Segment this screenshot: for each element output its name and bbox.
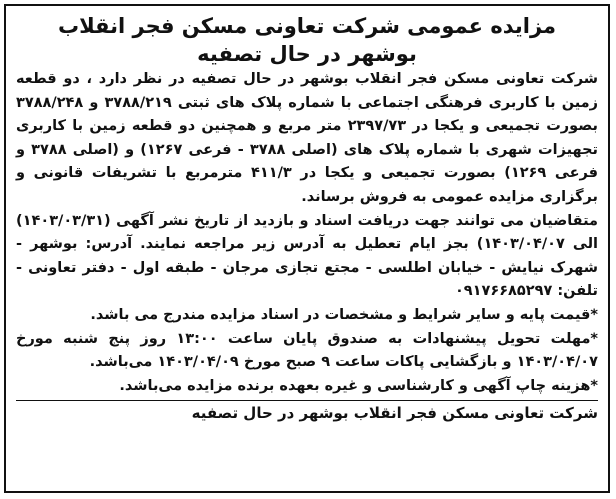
- application-paragraph: متقاضیان می توانند جهت دریافت اسناد و بازدید از تاریخ نشر آگهی (۱۴۰۳/۰۳/۳۱) الی ۱۴۰۳/۰۴/۰۷) بجز ایام تعطیل به آدرس زیر مراجعه نمایند. آدرس: بوشهر - شهرک نیایش - خیابان اطلسی - مجتع تجازی مرجان - طبقه اول - دفتر تعاونی - تلفن: ۰۹۱۷۶۶۸۵۲۹۷: [16, 212, 598, 300]
- notice-frame: [4, 4, 610, 493]
- notice-title: مزایده عمومی شرکت تعاونی مسکن فجر انقلاب بوشهر در حال تصفیه: [57, 14, 557, 66]
- signature-line: [16, 402, 598, 424]
- intro-paragraph: شرکت تعاونی مسکن فجر انقلاب بوشهر در حال تصفیه در نظر دارد ، دو قطعه زمین با کاربری فرهنگی اجتماعی با شماره پلاک های ثبتی ۳۷۸۸/۲۱۹ و ۳۷۸۸/۲۴۸ بصورت تجمیعی و یکجا در ۲۳۹۷/۷۳ متر مربع و همچنین دو قطعه زمین با کاربری تجهیزات شهری با شماره پلاک های (اصلی ۳۷۸۸ - فرعی ۱۲۶۷) و (اصلی ۳۷۸۸ و فرعی ۱۲۶۹) بصورت تجمیعی و یکجا در ۴۱۱/۳ مترمربع با تشریفات قانونی و برگزاری مزایده عمومی به فروش برساند.: [16, 71, 598, 205]
- base-price-note: *قیمت پایه و سایر شرایط و مشخصات در اسناد مزایده مندرج می باشد.: [90, 306, 598, 323]
- deadline-note: *مهلت تحویل پیشنهادات به صندوق پایان ساعت ۱۳:۰۰ روز پنج شنبه مورخ ۱۴۰۳/۰۴/۰۷ و بازگشایی پاکات ساعت ۹ صبح مورخ ۱۴۰۳/۰۴/۰۹ می‌باشد.: [16, 330, 599, 371]
- signature-text: شرکت تعاونی مسکن فجر انقلاب بوشهر در حال تصفیه: [191, 404, 598, 423]
- notice-body: [16, 68, 598, 398]
- signature-divider: [16, 400, 598, 401]
- cost-note: *هزینه چاپ آگهی و کارشناسی و غیره بعهده برنده مزایده می‌باشد.: [119, 377, 598, 394]
